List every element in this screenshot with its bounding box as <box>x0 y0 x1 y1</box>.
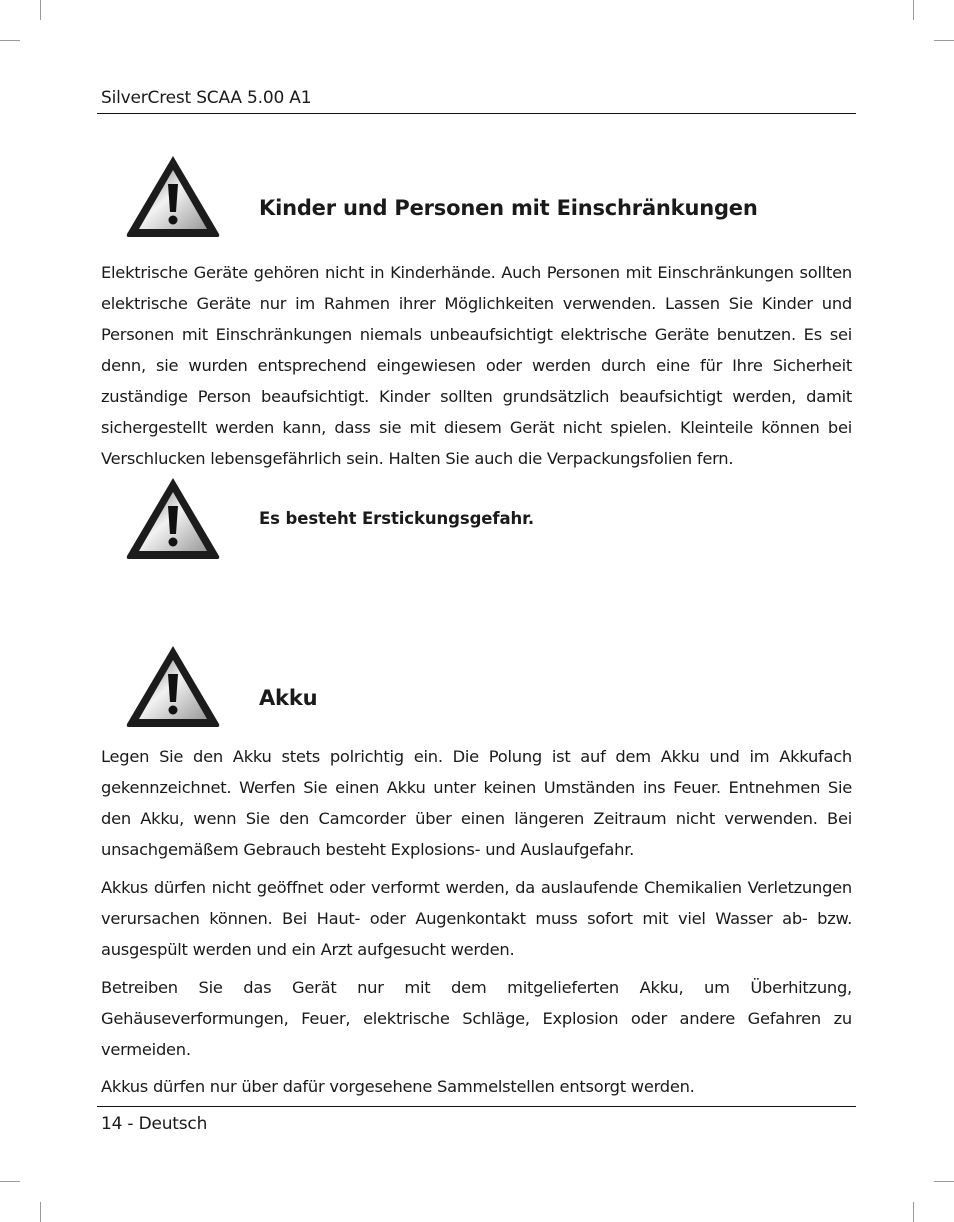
warning-icon <box>125 644 221 728</box>
crop-mark <box>934 40 954 41</box>
paragraph: Betreiben Sie das Gerät nur mit dem mitgelieferten Akku, um Überhitzung, Gehäuseverformungen, Feuer, elektrische Schläge, Explosion oder andere Gefahren zu vermeiden. <box>101 978 852 1059</box>
section-heading-battery: Akku <box>259 686 318 710</box>
paragraph: Legen Sie den Akku stets polrichtig ein. Die Polung ist auf dem Akku und im Akkufach gekennzeichnet. Werfen Sie einen Akku unter keinen Umständen ins Feuer. Entnehmen Sie den Akku, wenn Sie den Camcorder über einen längeren Zeitraum nicht verwenden. Bei unsachgemäßem Gebrauch besteht Explosions- und Auslaufgefahr. <box>101 747 852 859</box>
crop-mark <box>913 1202 914 1222</box>
document-header-title: SilverCrest SCAA 5.00 A1 <box>101 88 312 108</box>
section-heading-children: Kinder und Personen mit Einschränkungen <box>259 196 758 220</box>
paragraph: Akkus dürfen nicht geöffnet oder verformt werden, da auslaufende Chemikalien Verletzungen verursachen können. Bei Haut- oder Augenkontakt muss sofort mit viel Wasser ab- bzw. ausgespült werden und ein Arzt aufgesucht werden. <box>101 878 852 959</box>
suffocation-warning: Es besteht Erstickungsgefahr. <box>259 509 534 528</box>
paragraph: Elektrische Geräte gehören nicht in Kinderhände. Auch Personen mit Einschränkungen sollten elektrische Geräte nur im Rahmen ihrer Möglichkeiten verwenden. Lassen Sie Kinder und Personen mit Einschränkungen niemals unbeaufsichtigt elektrische Geräte benutzen. Es sei denn, sie wurden entsprechend eingewiesen oder werden durch eine für Ihre Sicherheit zuständige Person beaufsichtigt. Kinder sollten grundsätzlich beaufsichtigt werden, damit sichergestellt werden kann, dass sie mit diesem Gerät nicht spielen. Kleinteile können bei Verschlucken lebensgefährlich sein. Halten Sie auch die Verpackungsfolien fern. <box>101 263 852 468</box>
crop-mark <box>0 1181 20 1182</box>
paragraph: Akkus dürfen nur über dafür vorgesehene Sammelstellen entsorgt werden. <box>101 1077 695 1096</box>
crop-mark <box>0 40 20 41</box>
crop-mark <box>934 1181 954 1182</box>
footer-rule <box>97 1106 856 1107</box>
warning-icon <box>125 476 221 560</box>
crop-mark <box>913 0 914 20</box>
crop-mark <box>40 1202 41 1222</box>
page-number: 14 - Deutsch <box>101 1114 208 1134</box>
header-rule <box>97 113 856 114</box>
crop-mark <box>40 0 41 20</box>
warning-icon <box>125 154 221 238</box>
